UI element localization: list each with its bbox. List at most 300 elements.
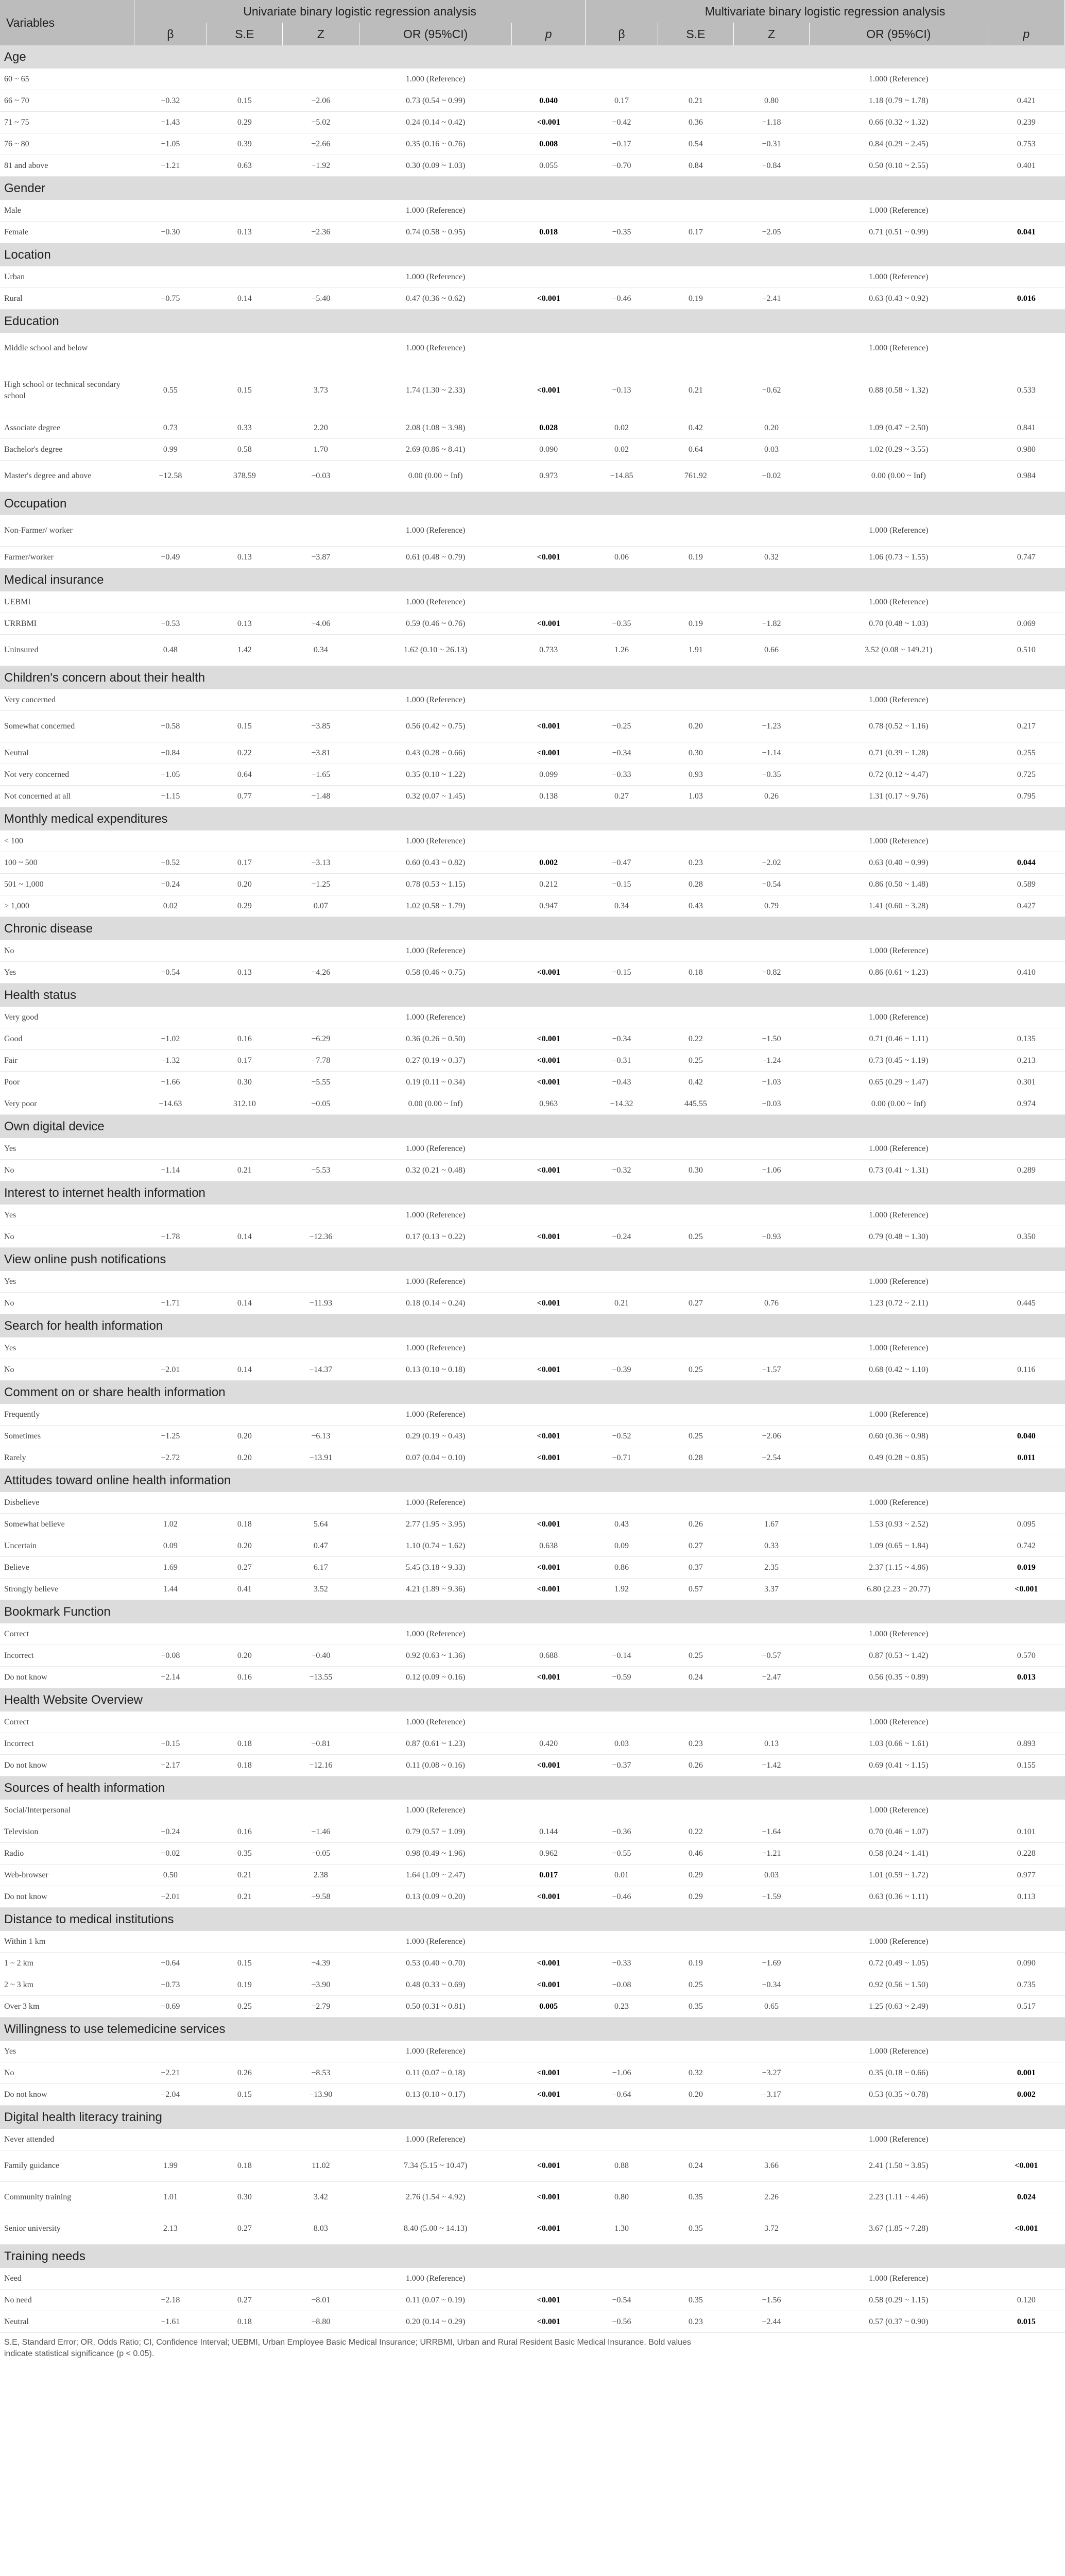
table-cell: 0.13 [733,1733,809,1755]
table-cell: −0.13 [586,364,658,417]
table-cell: 0.19 [658,288,733,310]
table-row [0,90,1065,112]
row-label: Fair [0,1050,134,1072]
table-cell: 0.21 [586,1293,658,1314]
section-row [0,1181,1065,1205]
table-cell: 0.71 (0.39 ~ 1.28) [810,742,988,764]
table-cell [207,69,282,90]
table-cell: −0.42 [586,112,658,133]
row-label: 2 ~ 3 km [0,1974,134,1996]
table-cell: 0.13 [207,613,282,635]
table-cell: 1.000 (Reference) [810,333,988,364]
table-cell: 0.02 [134,895,207,917]
table-cell: −1.78 [134,1226,207,1248]
table-cell: 0.32 [733,547,809,568]
row-label: Incorrect [0,1645,134,1667]
table-cell: 1.000 (Reference) [359,2268,512,2290]
table-cell: 0.71 (0.51 ~ 0.99) [810,222,988,243]
table-cell: 0.79 (0.48 ~ 1.30) [810,1226,988,1248]
table-cell: 0.735 [988,1974,1064,1996]
table-cell: <0.001 [512,288,586,310]
table-cell [586,1492,658,1514]
table-cell: −0.82 [733,962,809,984]
table-cell: −1.25 [282,874,359,895]
table-cell: 0.30 [207,2182,282,2213]
table-cell [586,266,658,288]
table-cell: −0.81 [282,1733,359,1755]
table-cell: 0.34 [586,895,658,917]
table-cell: −14.32 [586,1093,658,1115]
table-cell [512,689,586,711]
section-title: Attitudes toward online health information [0,1469,1065,1493]
table-cell: −0.34 [586,742,658,764]
table-cell: 2.26 [733,2182,809,2213]
table-cell: <0.001 [512,613,586,635]
row-label: Sometimes [0,1426,134,1447]
table-cell [586,1271,658,1293]
table-cell: −8.53 [282,2062,359,2084]
table-cell: 1.000 (Reference) [359,1271,512,1293]
table-cell: 0.25 [658,1974,733,1996]
row-label: Yes [0,1337,134,1359]
table-cell: −1.25 [134,1426,207,1447]
table-cell: 0.421 [988,90,1064,112]
table-cell: 0.16 [207,1028,282,1050]
table-cell: 0.893 [988,1733,1064,1755]
table-row [0,2041,1065,2062]
table-cell: 0.22 [207,742,282,764]
table-cell: 0.70 (0.46 ~ 1.07) [810,1821,988,1843]
table-cell: −1.64 [733,1821,809,1843]
table-cell: 1.000 (Reference) [810,1623,988,1645]
multivariate-header: Multivariate binary logistic regression analysis [586,0,1065,23]
table-cell: −9.58 [282,1886,359,1908]
table-cell [658,515,733,547]
table-cell [134,1492,207,1514]
row-label: Correct [0,1711,134,1733]
table-cell: −7.78 [282,1050,359,1072]
table-cell: −1.57 [733,1359,809,1381]
table-cell [988,1623,1064,1645]
table-cell: −2.05 [733,222,809,243]
row-label: 100 ~ 500 [0,852,134,874]
table-cell [733,1007,809,1028]
section-title: Search for health information [0,1314,1065,1338]
table-cell: 1.000 (Reference) [810,689,988,711]
table-cell: −3.87 [282,547,359,568]
table-row [0,1996,1065,2018]
row-label: 81 and above [0,155,134,177]
section-row [0,2245,1065,2268]
table-cell: −12.16 [282,1755,359,1776]
table-row [0,417,1065,439]
table-cell: 1.25 (0.63 ~ 2.49) [810,1996,988,2018]
table-row [0,155,1065,177]
table-cell [733,1337,809,1359]
table-cell: 0.58 [207,439,282,461]
table-cell: 0.33 [733,1535,809,1557]
table-row [0,2062,1065,2084]
table-cell [733,200,809,222]
table-cell: 0.41 [207,1579,282,1600]
table-cell [733,1800,809,1821]
table-cell: 0.23 [658,1733,733,1755]
table-cell: −6.13 [282,1426,359,1447]
table-cell: −0.58 [134,711,207,742]
table-cell: <0.001 [512,2062,586,2084]
section-row [0,1115,1065,1139]
table-cell [512,333,586,364]
table-cell: <0.001 [512,1579,586,1600]
table-row [0,1337,1065,1359]
row-label: Radio [0,1843,134,1865]
table-cell [512,1931,586,1953]
table-cell [207,2268,282,2290]
table-cell: 0.21 [207,1160,282,1181]
table-cell [586,2041,658,2062]
table-cell: 0.73 [134,417,207,439]
table-cell [512,591,586,613]
table-cell [207,1138,282,1160]
row-label: Believe [0,1557,134,1579]
table-row [0,2268,1065,2290]
table-cell [988,2041,1064,2062]
table-cell [207,333,282,364]
row-label: Yes [0,1271,134,1293]
table-cell: 0.20 [207,874,282,895]
table-cell [586,1931,658,1953]
table-cell: 0.015 [988,2311,1064,2333]
table-cell: 0.24 (0.14 ~ 0.42) [359,112,512,133]
table-cell: 0.019 [988,1557,1064,1579]
table-cell [733,2041,809,2062]
section-title: Occupation [0,492,1065,516]
table-cell: −1.24 [733,1050,809,1072]
col-header: p [988,23,1064,45]
table-row [0,1205,1065,1226]
section-row [0,2106,1065,2129]
table-cell: −0.35 [733,764,809,786]
table-cell: 0.79 (0.57 ~ 1.09) [359,1821,512,1843]
table-row [0,1733,1065,1755]
row-label: 1 ~ 2 km [0,1953,134,1974]
table-cell [658,1404,733,1426]
table-cell [586,2268,658,2290]
table-cell: 0.138 [512,786,586,807]
table-cell: 0.56 (0.42 ~ 0.75) [359,711,512,742]
table-cell: 0.017 [512,1865,586,1886]
table-cell [134,333,207,364]
table-cell: −1.06 [733,1160,809,1181]
table-cell [282,2129,359,2150]
table-cell: 5.45 (3.18 ~ 9.33) [359,1557,512,1579]
table-cell: 0.16 [207,1821,282,1843]
table-cell [512,1337,586,1359]
table-row [0,2213,1065,2245]
table-row [0,515,1065,547]
table-cell [282,69,359,90]
table-cell: −1.21 [134,155,207,177]
table-cell: −0.34 [586,1028,658,1050]
table-cell: −3.90 [282,1974,359,1996]
table-cell [282,333,359,364]
table-row [0,1557,1065,1579]
row-label: Very good [0,1007,134,1028]
table-cell: 0.144 [512,1821,586,1843]
table-cell: 0.120 [988,2290,1064,2311]
table-cell: −0.08 [586,1974,658,1996]
table-cell: 0.27 [586,786,658,807]
table-cell: 0.099 [512,764,586,786]
table-row [0,962,1065,984]
section-row [0,984,1065,1007]
row-label: Yes [0,962,134,984]
table-cell: 0.35 [658,2290,733,2311]
table-cell: −0.53 [134,613,207,635]
row-label: Community training [0,2182,134,2213]
table-cell: 0.98 (0.49 ~ 1.96) [359,1843,512,1865]
table-cell: 0.11 (0.07 ~ 0.19) [359,2290,512,2311]
table-cell [658,1205,733,1226]
table-row [0,1843,1065,1865]
table-cell: −2.17 [134,1755,207,1776]
section-row [0,1248,1065,1272]
table-cell [586,1337,658,1359]
table-cell [988,1404,1064,1426]
table-cell [988,1800,1064,1821]
table-cell: 0.13 (0.10 ~ 0.18) [359,1359,512,1381]
table-cell: −2.36 [282,222,359,243]
table-cell: 0.25 [207,1996,282,2018]
table-cell [512,831,586,852]
table-cell: 6.17 [282,1557,359,1579]
table-row [0,547,1065,568]
table-cell: 0.79 [733,895,809,917]
table-cell: 2.20 [282,417,359,439]
table-cell: 0.22 [658,1028,733,1050]
col-header: S.E [207,23,282,45]
table-cell: 0.58 (0.24 ~ 1.41) [810,1843,988,1865]
table-cell: 0.43 [658,895,733,917]
table-cell: 0.02 [586,417,658,439]
table-cell: 0.78 (0.53 ~ 1.15) [359,874,512,895]
table-cell [134,1711,207,1733]
table-cell [733,69,809,90]
table-cell: 0.14 [207,1226,282,1248]
table-cell: 0.30 (0.09 ~ 1.03) [359,155,512,177]
table-cell [134,515,207,547]
table-cell: 0.47 [282,1535,359,1557]
table-cell: −5.55 [282,1072,359,1093]
table-cell [512,2129,586,2150]
table-cell: 0.27 [207,1557,282,1579]
table-cell: 0.58 (0.29 ~ 1.15) [810,2290,988,2311]
table-cell [586,515,658,547]
section-title: Digital health literacy training [0,2106,1065,2129]
table-cell: 0.29 [207,112,282,133]
table-cell: −2.02 [733,852,809,874]
row-label: Over 3 km [0,1996,134,2018]
row-label: 71 ~ 75 [0,112,134,133]
table-cell: −0.49 [134,547,207,568]
table-cell: 0.095 [988,1514,1064,1535]
table-cell: 1.000 (Reference) [359,1800,512,1821]
table-cell: 0.18 [207,2311,282,2333]
table-cell [134,1271,207,1293]
table-cell: −0.08 [134,1645,207,1667]
table-cell [733,689,809,711]
table-cell: 0.66 (0.32 ~ 1.32) [810,112,988,133]
table-cell: −3.27 [733,2062,809,2084]
table-cell: −1.06 [586,2062,658,2084]
row-label: Web-browser [0,1865,134,1886]
table-cell: 0.35 [658,1996,733,2018]
table-cell: −1.32 [134,1050,207,1072]
table-cell: 0.09 [134,1535,207,1557]
table-cell: 0.984 [988,461,1064,492]
table-cell: 0.28 [658,874,733,895]
table-cell [658,2268,733,2290]
table-cell [586,333,658,364]
table-cell: 0.60 (0.36 ~ 0.98) [810,1426,988,1447]
table-cell: 761.92 [658,461,733,492]
table-cell: 3.72 [733,2213,809,2245]
table-cell: −4.06 [282,613,359,635]
table-row [0,2150,1065,2182]
table-cell: 0.19 [207,1974,282,1996]
table-cell: −2.72 [134,1447,207,1469]
table-cell: 0.962 [512,1843,586,1865]
table-cell: 1.000 (Reference) [359,591,512,613]
section-row [0,1381,1065,1404]
table-cell [207,515,282,547]
section-row [0,568,1065,592]
table-cell: 0.12 (0.09 ~ 0.16) [359,1667,512,1688]
table-row [0,940,1065,962]
table-cell: −4.39 [282,1953,359,1974]
table-cell: 2.38 [282,1865,359,1886]
table-cell: 0.13 [207,962,282,984]
table-cell: −2.18 [134,2290,207,2311]
table-cell: 0.27 [658,1535,733,1557]
table-cell [988,1007,1064,1028]
table-cell [586,591,658,613]
table-cell: 0.973 [512,461,586,492]
table-row [0,1426,1065,1447]
table-cell: 0.19 [658,613,733,635]
col-header: Z [282,23,359,45]
table-cell: −0.37 [586,1755,658,1776]
table-cell [988,1711,1064,1733]
table-cell: −2.01 [134,1359,207,1381]
table-cell: 0.32 (0.07 ~ 1.45) [359,786,512,807]
table-cell [282,1492,359,1514]
table-cell: 0.77 [207,786,282,807]
table-cell [134,1007,207,1028]
table-row [0,591,1065,613]
table-cell: −0.05 [282,1843,359,1865]
row-label: > 1,000 [0,895,134,917]
col-header: OR (95%CI) [359,23,512,45]
table-cell: 0.43 (0.28 ~ 0.66) [359,742,512,764]
table-cell: −1.56 [733,2290,809,2311]
row-label: Not concerned at all [0,786,134,807]
row-label: No [0,2062,134,2084]
table-cell: 1.01 (0.59 ~ 1.72) [810,1865,988,1886]
table-cell: 1.000 (Reference) [810,1800,988,1821]
table-cell [207,1337,282,1359]
table-cell: 1.09 (0.47 ~ 2.50) [810,417,988,439]
table-cell: 0.92 (0.63 ~ 1.36) [359,1645,512,1667]
table-cell: −1.50 [733,1028,809,1050]
table-cell: 0.73 (0.54 ~ 0.99) [359,90,512,112]
table-row [0,1271,1065,1293]
table-cell: −3.17 [733,2084,809,2106]
table-cell: 0.39 [207,133,282,155]
table-cell: 0.59 (0.46 ~ 0.76) [359,613,512,635]
row-label: No [0,1226,134,1248]
section-row [0,1776,1065,1800]
section-row [0,1469,1065,1493]
table-cell [733,591,809,613]
table-cell: 0.217 [988,711,1064,742]
table-cell: 3.66 [733,2150,809,2182]
table-cell [282,2268,359,2290]
table-cell: <0.001 [512,1886,586,1908]
section-row [0,243,1065,267]
table-cell [512,2041,586,2062]
section-title: Age [0,45,1065,69]
table-cell: −12.58 [134,461,207,492]
table-cell: <0.001 [512,547,586,568]
table-cell: −2.01 [134,1886,207,1908]
table-cell [512,1404,586,1426]
table-cell: 1.000 (Reference) [810,1271,988,1293]
table-row [0,1007,1065,1028]
table-cell: 0.29 (0.19 ~ 0.43) [359,1426,512,1447]
table-cell: 0.20 [207,1426,282,1447]
table-cell [512,266,586,288]
table-cell: 0.14 [207,288,282,310]
table-cell: 0.00 (0.00 ~ Inf) [810,1093,988,1115]
table-cell: 1.69 [134,1557,207,1579]
table-cell: −2.06 [733,1426,809,1447]
row-label: URRBMI [0,613,134,635]
table-cell: 0.35 (0.10 ~ 1.22) [359,764,512,786]
table-cell [512,1623,586,1645]
table-cell: 0.35 [658,2182,733,2213]
table-cell: −1.59 [733,1886,809,1908]
table-row [0,266,1065,288]
table-cell: −0.03 [282,461,359,492]
table-cell [586,1205,658,1226]
row-label: Never attended [0,2129,134,2150]
table-cell: 0.35 [207,1843,282,1865]
section-title: Gender [0,177,1065,200]
table-cell [512,1007,586,1028]
table-cell [282,266,359,288]
table-cell: 0.30 [207,1072,282,1093]
row-label: Do not know [0,2084,134,2106]
table-row [0,1050,1065,1072]
table-row [0,852,1065,874]
table-cell: <0.001 [512,1667,586,1688]
table-cell: −0.05 [282,1093,359,1115]
table-cell: 0.70 (0.48 ~ 1.03) [810,613,988,635]
table-cell: −0.03 [733,1093,809,1115]
table-cell [586,1404,658,1426]
table-row [0,364,1065,417]
